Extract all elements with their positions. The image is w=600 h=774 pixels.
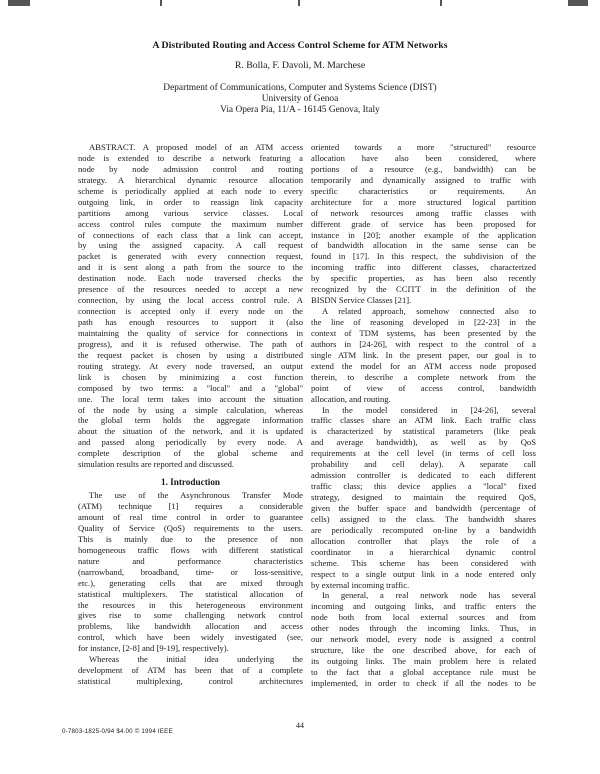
abstract-line: the global term holds the aggregate information [78, 415, 303, 426]
abstract-line: partitions among various service classes. Local [78, 207, 303, 218]
intro-line: The use of the Asynchronous Transfer Mode [89, 490, 303, 501]
abstract-line: composed by two terms: a "local" and a "global" [78, 382, 303, 393]
body-line: scheme. This scheme has been considered with [311, 557, 536, 568]
abstract-line: connection is accepted only if every node on the [78, 306, 303, 317]
body-line: point of view of access control, bandwidth [311, 382, 536, 393]
abstract-line: packet is generated with every connection request, [78, 251, 303, 262]
body-line: therein, to describe a complete network from the [311, 371, 536, 382]
body-line: In the model considered in [24-26], several [322, 404, 536, 415]
abstract-line: one. The local term takes into account the situation [78, 393, 303, 404]
body-line: found in [17]. In this respect, the subdivision of the [311, 251, 536, 262]
body-line: allocation, and routing. [311, 393, 391, 404]
abstract-line: maintaining the quality of service for connections in [78, 327, 303, 338]
body-line: by specific properties, as has been also recently [311, 273, 536, 284]
body-line: In general, a real network node has several [322, 590, 536, 601]
abstract-line: simulation results are reported and discussed. [78, 459, 235, 470]
intro-line: (ATM) technique [1] requires a considerable [78, 501, 303, 512]
introduction [78, 490, 303, 687]
abstract-line: destination node. Each node traversed checks the [78, 273, 303, 284]
page-number: 44 [296, 721, 304, 730]
abstract-line: the request packet is chosen by using a distributed [78, 349, 303, 360]
paragraph [311, 405, 536, 591]
abstract-line: node is extended to describe a network featuring a [78, 152, 303, 163]
abstract-line: path has enough resources to support it (also [78, 317, 303, 327]
paragraph [311, 306, 536, 404]
scan-edge-mark [568, 0, 588, 6]
abstract-line: scheme is periodically applied at each node to every [78, 185, 303, 196]
body-line: extend the model for an ATM access node proposed [311, 360, 536, 371]
body-line: authors in [24-26], with respect to the control of a [311, 338, 536, 349]
body-line: A related approach, somehow connected also to [322, 306, 536, 317]
right-column [311, 142, 536, 689]
body-line: cells) assigned to the class. The bandwidth shares [311, 513, 536, 524]
body-line: coordinator in a hierarchical dynamic control [311, 546, 536, 557]
body-line: incoming and outgoing links, and traffic enters the [311, 601, 536, 612]
body-line: is characterized by statistical parameters (like peak [311, 426, 536, 437]
body-line: given the buffer space and bandwidth (percentage of [311, 502, 536, 513]
abstract-line: ABSTRACT. A proposed model of an ATM access [89, 142, 303, 152]
body-line: by external incoming traffic. [311, 579, 410, 590]
abstract-line: and it is sent along a path from the source to the [78, 262, 303, 273]
body-line: context of TDM systems, has been presented by the [311, 327, 536, 338]
body-line: recognized by the CCITT in the definition of the [311, 284, 536, 295]
intro-line: etc.), generating cells that are mixed through [78, 577, 303, 588]
abstract-line: about the situation of the network, and it is updated [78, 426, 303, 437]
body-line: the line of reasoning developed in [22-23] in the [311, 317, 536, 327]
abstract-line: outgoing link, in order to reassign link capacity [78, 196, 303, 207]
publication-id: 0-7803-1825-0/94 $4.00 © 1994 IEEE [62, 728, 173, 735]
abstract-line: by using the assigned capacity. A call request [78, 240, 303, 251]
body-line: traffic classes share an ATM link. Each traffic class [311, 415, 536, 426]
abstract-line: connection, by using the local access control rule. A [78, 295, 303, 306]
intro-line: homogeneous traffic flows with different statistical [78, 544, 303, 555]
body-line: incoming traffic into different classes, characterized [311, 262, 536, 273]
body-line: allocation controller that plays the role of a [311, 535, 536, 546]
scan-edge-mark [8, 0, 30, 6]
body-line: are periodically recomputed on-line by a bandwidth [311, 524, 536, 535]
affiliation-block [0, 83, 600, 115]
scan-edge-mark [298, 0, 300, 6]
intro-line: Whereas the initial idea underlying the [89, 654, 303, 665]
body-line: structure, like the one described above, for each of [311, 645, 536, 656]
affiliation-line: Department of Communications, Computer and Systems Science (DIST) [163, 83, 437, 93]
intro-line: This is mainly due to the presence of non [78, 533, 303, 544]
body-line: and average bandwidth), as well as by QoS [311, 437, 536, 448]
intro-line: Quality of Service (QoS) requirements to the users. [78, 522, 303, 533]
abstract-line: and passed along periodically by every node. A [78, 437, 303, 448]
intro-line: the resources in this heterogeneous environment [78, 599, 303, 610]
body-line: allocation have also been considered, where [311, 152, 536, 163]
body-line: respect to a single output link in a node entered only [311, 568, 536, 579]
abstract-line: node by node admission control and routing [78, 163, 303, 174]
body-line: different grade of service has been proposed for [311, 218, 536, 229]
affiliation-line: Via Opera Pia, 11/A - 16145 Genova, Italy [220, 104, 380, 115]
body-line: specific characteristics or requirements. An [311, 185, 536, 196]
body-line: to the fact that a global acceptance rule must be [311, 667, 536, 677]
body-line: single ATM link. In the present paper, our goal is to [311, 349, 536, 360]
body-line: temporarily and dynamically assigned to traffic with [311, 174, 536, 185]
body-line: requirements at the cell level (in terms of cell loss [311, 448, 536, 459]
abstract-line: link is chosen by minimizing a cost function [78, 371, 303, 382]
abstract-line: complete description of the global scheme and [78, 448, 303, 459]
body-line: other nodes through the incoming links. Thus, in [311, 623, 536, 634]
body-line: node both from local external sources and from [311, 612, 536, 623]
paragraph [311, 142, 536, 306]
body-line: its outgoing links. The main problem here is related [311, 656, 536, 667]
abstract-line: of the node by using a simple calculation, whereas [78, 404, 303, 415]
paper-authors: R. Bolla, F. Davoli, M. Marchese [234, 60, 366, 71]
abstract [78, 142, 303, 470]
affiliation-line: University of Genoa [261, 93, 339, 104]
paragraph [311, 590, 536, 688]
intro-line: problems, like bandwidth allocation and access [78, 621, 303, 632]
scan-edge-mark [440, 0, 442, 6]
body-line: architecture for a more structured logical partition [311, 196, 536, 207]
body-line: traffic class; this device applies a "local" fixed [311, 481, 536, 492]
body-line: our network model, every node is assigned a control [311, 634, 536, 645]
intro-line: amount of real time control in order to guarantee [78, 512, 303, 522]
body-line: instance in [20]; another example of the application [311, 229, 536, 240]
body-line: implemented, in order to check if all the nodes to be [311, 677, 536, 688]
intro-line: control, which have been widely investigated (see, [78, 632, 303, 643]
paper-title: A Distributed Routing and Access Control Scheme for ATM Networks [152, 40, 448, 51]
body-line: strategy, designed to maintain the required QoS, [311, 492, 536, 502]
intro-line: nature and performance characteristics [78, 555, 303, 566]
intro-line: (narrowband, broadband, time- or loss-sensitive, [78, 566, 303, 577]
intro-line: statistical multiplexers. The statistical allocation of [78, 588, 303, 599]
intro-line: gives rise to some challenging network control [78, 610, 303, 621]
body-line: of network resources among traffic classes with [311, 207, 536, 218]
body-line: of bandwidth allocation in the same sense can be [311, 240, 536, 251]
abstract-line: presence of the resources needed to accept a new [78, 284, 303, 295]
intro-line: statistical multiplexing, control architectures [78, 676, 303, 687]
abstract-line: strategy. A hierarchical dynamic resource allocation [78, 174, 303, 185]
body-line: oriented towards a more "structured" resource [311, 142, 536, 152]
body-line: admission controller is dedicated to each different [311, 470, 536, 481]
intro-line: development of ATM has been that of a complete [78, 665, 303, 676]
intro-line: for instance, [2-8] and [9-19], respectively). [78, 643, 229, 654]
abstract-line: of connections of each class that a link can accept, [78, 229, 303, 240]
body-line: BISDN Service Classes [21]. [311, 295, 412, 306]
body-line: probability and cell delay). A separate call [311, 459, 536, 470]
section-heading-introduction: 1. Introduction [160, 477, 221, 488]
body-line: portions of a resource (e.g., bandwidth) can be [311, 163, 536, 174]
left-column [78, 142, 303, 687]
abstract-line: access control rules compute the maximum number [78, 218, 303, 229]
abstract-line: routing strategy. At every node traversed, an output [78, 360, 303, 371]
scan-edge-mark [160, 0, 162, 6]
abstract-line: progress), and it is refused otherwise. The path of [78, 338, 303, 349]
